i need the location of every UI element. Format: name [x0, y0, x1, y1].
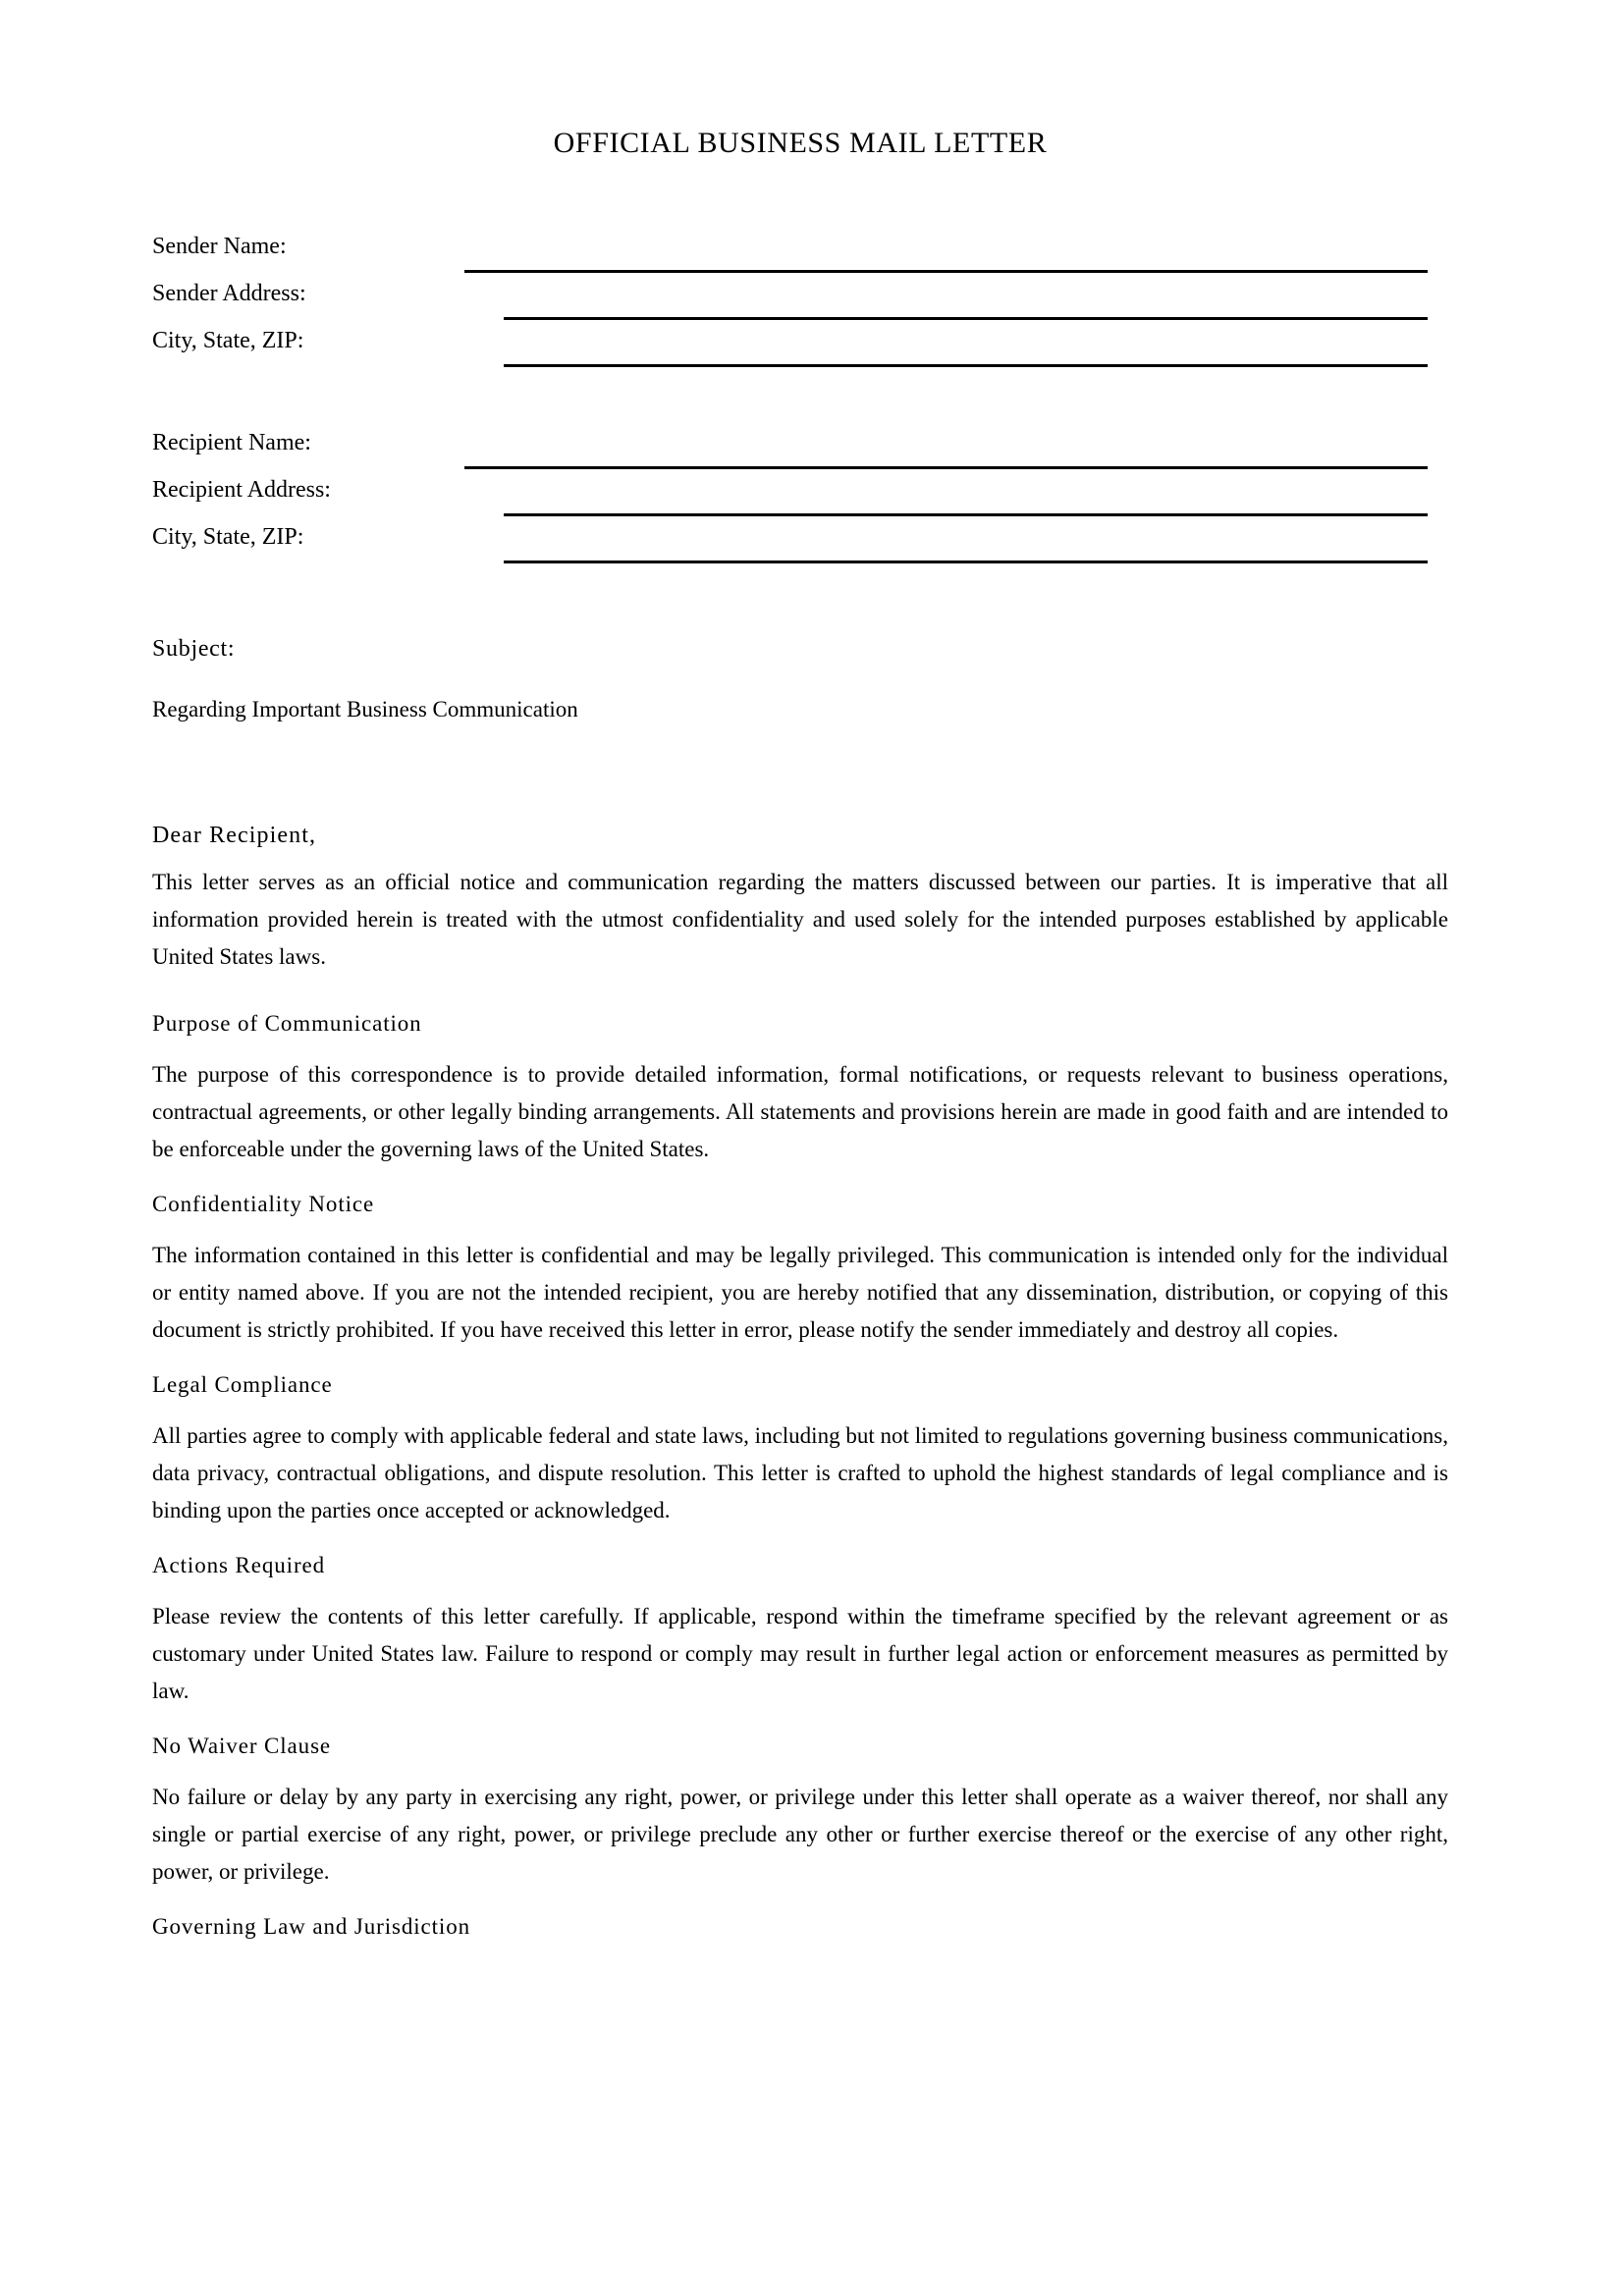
section-purpose-of-communication [152, 1005, 1448, 1168]
recipient-name-input-line[interactable] [464, 466, 1428, 469]
recipient-address-row [152, 475, 1448, 522]
sender-address-input-line[interactable] [504, 317, 1428, 320]
section-heading: Confidentiality Notice [152, 1192, 375, 1216]
section-body: The information contained in this letter is confidential and may be legally privileged. This communication is intended only for the individual or entity named above. If you are not the intended recipient, you are hereby notified that any dissemination, distribution, or copying of this document is strictly prohibited. If you have received this letter in error, please notify the sender immediately and destroy all copies. [152, 1243, 1448, 1342]
recipient-address-label: Recipient Address: [152, 477, 331, 503]
section-heading: Purpose of Communication [152, 1011, 422, 1036]
sender-name-row [152, 232, 1448, 279]
recipient-city-state-zip-label: City, State, ZIP: [152, 524, 304, 550]
sender-name-label: Sender Name: [152, 234, 287, 259]
recipient-name-row [152, 428, 1448, 475]
section-legal-compliance [152, 1366, 1448, 1529]
section-heading: Actions Required [152, 1553, 326, 1577]
document-content [152, 0, 1448, 1959]
sender-city-state-zip-input-line[interactable] [504, 364, 1428, 367]
section-body: No failure or delay by any party in exercising any right, power, or privilege under this letter shall operate as a waiver thereof, nor shall any single or partial exercise of any right, power, or privilege preclude any other or further exercise thereof or the exercise of any other right, power, or privilege. [152, 1785, 1448, 1884]
salutation: Dear Recipient, [152, 823, 317, 848]
section-actions-required [152, 1547, 1448, 1710]
sender-city-state-zip-row [152, 326, 1448, 373]
section-body: The purpose of this correspondence is to provide detailed information, formal notifications, or requests relevant to business operations, contractual agreements, or other legally binding arrangements. All statements and provisions herein are made in good faith and are intended to be enforceable under the governing laws of the United States. [152, 1062, 1448, 1161]
recipient-name-label: Recipient Name: [152, 430, 311, 455]
letter-body [152, 821, 1448, 1946]
sender-address-row [152, 279, 1448, 326]
section-heading: No Waiver Clause [152, 1734, 332, 1758]
sender-form-block [152, 232, 1448, 373]
section-heading: Legal Compliance [152, 1372, 333, 1397]
recipient-city-state-zip-input-line[interactable] [504, 561, 1428, 563]
recipient-form-block [152, 428, 1448, 569]
subject-label: Subject: [152, 636, 236, 662]
section-heading: Governing Law and Jurisdiction [152, 1914, 471, 1939]
sender-address-label: Sender Address: [152, 281, 306, 306]
subject-value: Regarding Important Business Communication [152, 697, 578, 721]
page-title: OFFICIAL BUSINESS MAIL LETTER [553, 127, 1048, 159]
section-no-waiver-clause [152, 1728, 1448, 1891]
subject-block [152, 634, 1448, 724]
recipient-city-state-zip-row [152, 522, 1448, 569]
section-governing-law-and-jurisdiction [152, 1908, 1448, 1946]
section-body: Please review the contents of this letter carefully. If applicable, respond within the timeframe specified by the relevant agreement or as customary under United States law. Failure to respond or comply may result in further legal action or enforcement measures as permitted by law. [152, 1604, 1448, 1703]
section-confidentiality-notice [152, 1186, 1448, 1349]
opening-paragraph: This letter serves as an official notice and communication regarding the matters discussed between our parties. It is imperative that all information provided herein is treated with the utmost confidentiality and used solely for the intended purposes established by applicable United States laws. [152, 870, 1448, 969]
sender-city-state-zip-label: City, State, ZIP: [152, 328, 304, 353]
sender-name-input-line[interactable] [464, 270, 1428, 273]
recipient-address-input-line[interactable] [504, 513, 1428, 516]
section-body: All parties agree to comply with applicable federal and state laws, including but not limited to regulations governing business communications, data privacy, contractual obligations, and dispute resolution. This letter is crafted to uphold the highest standards of legal compliance and is binding upon the parties once accepted or acknowledged. [152, 1423, 1448, 1522]
